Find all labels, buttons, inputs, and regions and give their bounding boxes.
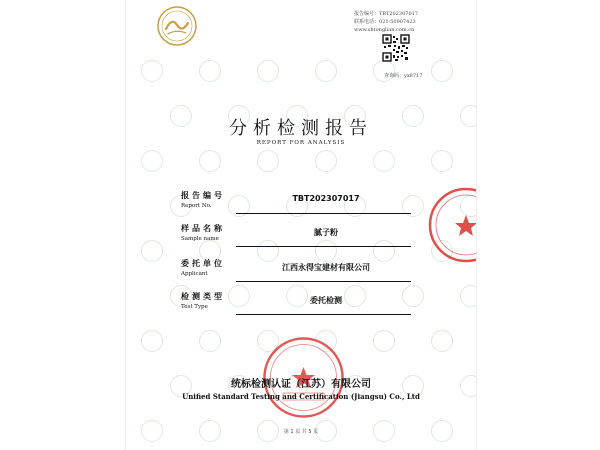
field-sample-name [181,223,411,251]
field-label-en: Report No. [181,203,212,209]
header-meta [354,10,418,34]
field-label-en: Sample name [181,236,219,242]
watermark-mark [199,330,221,352]
field-underline [236,246,411,247]
report-no-value: TBT202307017 [379,11,418,17]
phone-line [354,18,418,26]
report-no-line [354,10,418,18]
report-no-label: 报告编号： [354,11,380,17]
watermark-mark [431,150,453,172]
field-label-cn: 样品名称 [181,224,225,233]
watermark-mark [257,150,279,172]
report-subtitle: REPORT FOR ANALYSIS [256,140,346,146]
field-underline [236,213,411,214]
watermark-mark [315,150,337,172]
field-applicant [181,258,411,286]
watermark-mark [431,60,453,82]
watermark-mark [199,150,221,172]
watermark-mark [460,285,477,307]
company-logo-icon [156,5,198,47]
report-page [125,0,477,450]
report-title: 分析检测报告 [229,118,373,139]
field-report-no [181,190,411,218]
watermark-mark [141,60,163,82]
query-code-line [384,72,422,79]
organization-name-en: Unified Standard Testing and Certification (Jiangsu) Co., Ltd [182,392,420,401]
page-number: 第 1 页 共 5 页 [283,429,319,435]
qr-code-icon [382,34,410,62]
organization-name-cn: 统标检测认证（江苏）有限公司 [231,379,371,390]
watermark-mark [141,150,163,172]
watermark-mark [315,60,337,82]
field-value: 江西永得宝建材有限公司 [282,263,370,272]
field-underline [236,281,411,282]
red-seal-icon [426,185,477,265]
phone-value: 021-50907423 [379,19,416,25]
watermark-mark [257,60,279,82]
field-label-en: Applicant [181,271,208,277]
field-value: TBT202307017 [292,194,360,203]
field-test-type [181,291,411,319]
watermark-mark [141,240,163,262]
watermark-mark [199,60,221,82]
watermark-mark [431,330,453,352]
watermark-mark [373,150,395,172]
field-label-cn: 检测类型 [181,292,225,301]
phone-label: 联系电话： [354,19,380,25]
field-label-cn: 委托单位 [181,259,225,268]
query-code-value: yx8717 [404,73,423,79]
field-label-en: Test Type [181,304,208,310]
watermark-mark [141,330,163,352]
field-value: 委托检测 [310,296,342,305]
field-value: 腻子粉 [314,228,338,237]
watermark-mark [373,330,395,352]
field-label-cn: 报告编号 [181,191,225,200]
field-underline [236,314,411,315]
query-code-label: 查询码： [384,73,405,79]
website: www.shtonglian.com.cn [354,27,415,33]
